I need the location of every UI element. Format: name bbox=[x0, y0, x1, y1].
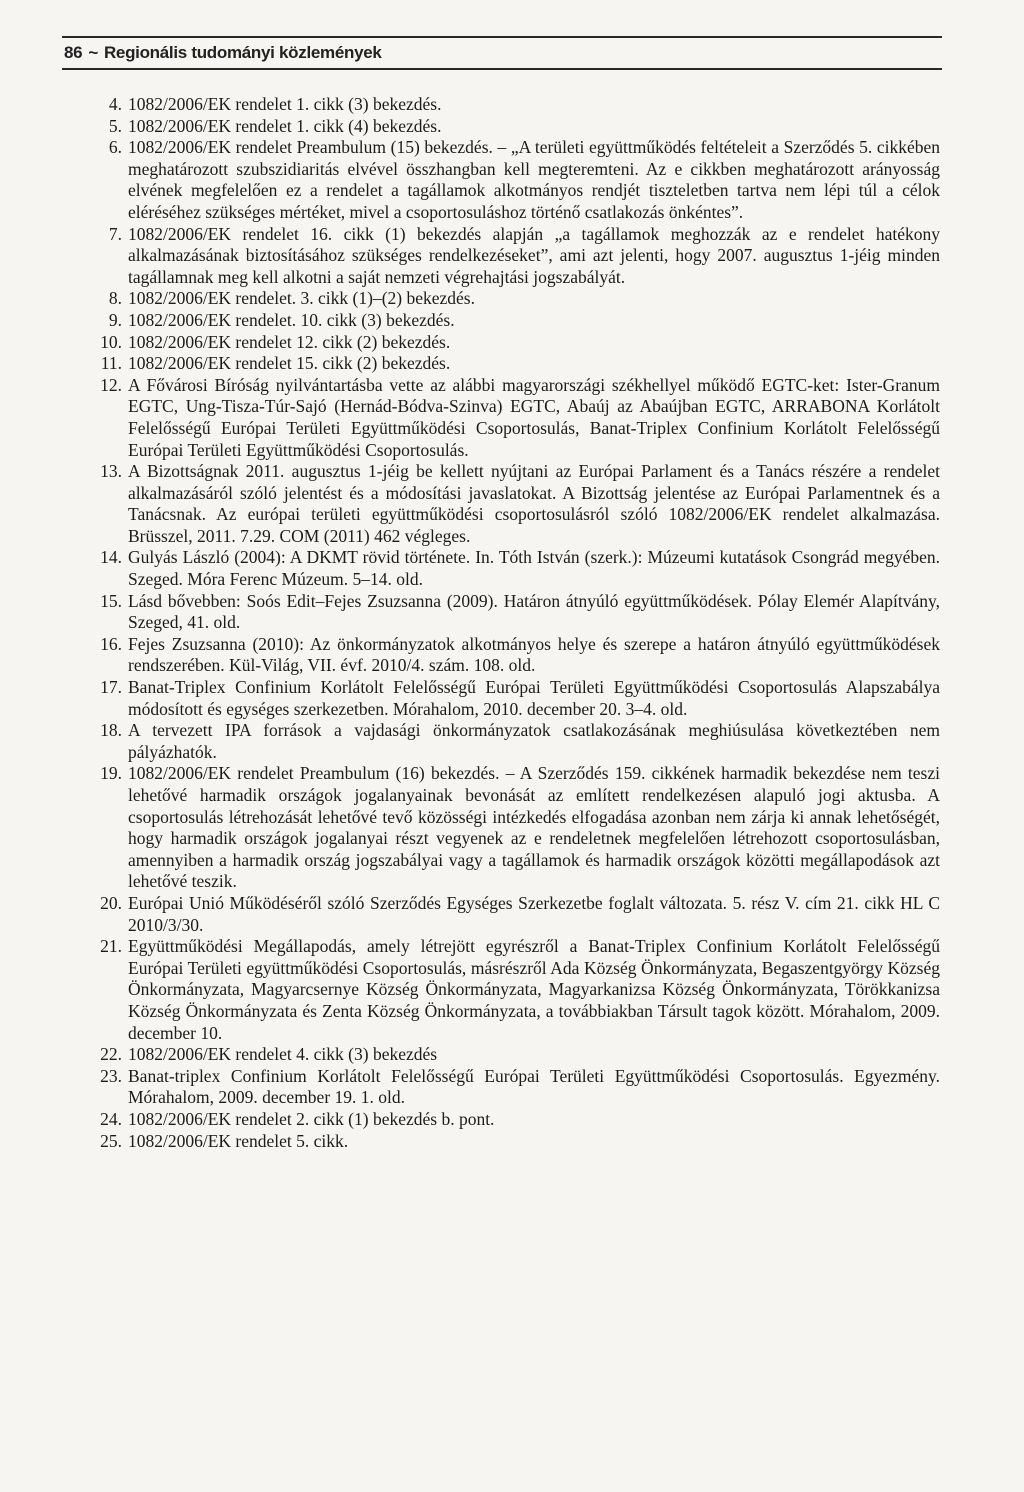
endnote-item bbox=[92, 591, 940, 634]
endnote-item bbox=[92, 763, 940, 893]
endnote-item bbox=[92, 893, 940, 936]
endnote-number: 6. bbox=[108, 137, 122, 158]
endnote-text: 1082/2006/EK rendelet 16. cikk (1) bekezdés alapján „a tagállamok meghozzák az e rendelet hatékony alkalmazásának biztosításához szükséges rendelkezéseket”, ami azt jelenti, hogy 2007. augusztus 1-jéig minden tagállamnak meg kell alkotni a saját nemzeti végrehajtási jogszabályát. bbox=[128, 223, 940, 287]
endnote-item bbox=[92, 461, 940, 547]
endnote-item bbox=[92, 1109, 940, 1131]
endnote-text: Lásd bővebben: Soós Edit–Fejes Zsuzsanna (2009). Határon átnyúló együttműködések. Pólay Elemér Alapítvány, Szeged, 41. old. bbox=[128, 590, 940, 633]
running-header bbox=[62, 36, 942, 70]
endnote-item bbox=[92, 1131, 940, 1153]
endnote-text: 1082/2006/EK rendelet 12. cikk (2) bekezdés. bbox=[128, 331, 451, 352]
endnote-number: 20. bbox=[100, 892, 122, 913]
endnote-item bbox=[92, 224, 940, 289]
endnote-text: 1082/2006/EK rendelet Preambulum (16) bekezdés. – A Szerződés 159. cikkének harmadik bekezdése nem teszi lehetővé harmadik országok jogalanyainak bevonását az említett rendelkezésen alapuló jogi aktusba. A csoportosulás létrehozását lehetővé tevő közösségi intézkedés elfogadása azonban nem zárja ki annak lehetőségét, hogy harmadik országok jogalanyai részt vegyenek az e rendeletnek megfelelően létrehozott csoportosulásban, amennyiben a harmadik ország jogszabályai vagy a tagállamok és harmadik országok közötti megállapodások azt lehetővé teszik. bbox=[128, 763, 940, 892]
endnote-item bbox=[92, 375, 940, 461]
endnote-number: 24. bbox=[100, 1108, 122, 1129]
endnote-number: 21. bbox=[100, 936, 122, 957]
endnote-number: 25. bbox=[100, 1130, 122, 1151]
endnote-text: 1082/2006/EK rendelet. 10. cikk (3) bekezdés. bbox=[128, 309, 455, 330]
endnote-number: 16. bbox=[100, 633, 122, 654]
endnote-item bbox=[92, 353, 940, 375]
endnote-number: 11. bbox=[100, 353, 122, 374]
header-separator: ~ bbox=[88, 43, 98, 62]
endnote-item bbox=[92, 1066, 940, 1109]
endnote-number: 7. bbox=[108, 223, 122, 244]
endnote-text: Fejes Zsuzsanna (2010): Az önkormányzatok alkotmányos helye és szerepe a határon átnyúló együttműködések rendszerében. Kül-Világ, VII. évf. 2010/4. szám. 108. old. bbox=[128, 633, 940, 676]
endnote-number: 5. bbox=[108, 115, 122, 136]
endnote-item bbox=[92, 634, 940, 677]
endnote-item bbox=[92, 677, 940, 720]
endnote-text: Európai Unió Működéséről szóló Szerződés Egységes Szerkezetbe foglalt változata. 5. rész V. cím 21. cikk HL C 2010/3/30. bbox=[128, 892, 940, 935]
endnote-text: 1082/2006/EK rendelet Preambulum (15) bekezdés. – „A területi együttműködés feltételeit a Szerződés 5. cikkében meghatározott szubszidiaritás elvével összhangban kell megteremteni. Az e cikkben meghatározott arányosság elvének megfelelően ez a rendelet a tagállamok alkotmányos rendjét tiszteletben tartva nem lépi túl a célok eléréséhez szükséges mértéket, mivel a csoportosuláshoz történő csatlakozás önkéntes”. bbox=[128, 137, 940, 222]
endnote-number: 14. bbox=[100, 547, 122, 568]
endnotes-list bbox=[92, 94, 940, 1152]
endnote-item bbox=[92, 332, 940, 354]
endnote-number: 8. bbox=[108, 288, 122, 309]
endnote-number: 15. bbox=[100, 590, 122, 611]
endnote-number: 23. bbox=[100, 1065, 122, 1086]
endnote-number: 22. bbox=[100, 1044, 122, 1065]
endnote-text: 1082/2006/EK rendelet 1. cikk (3) bekezdés. bbox=[128, 94, 442, 114]
endnote-text: A Fővárosi Bíróság nyilvántartásba vette az alábbi magyarországi székhellyel működő EGTC-ket: Ister-Granum EGTC, Ung-Tisza-Túr-Sajó (Hernád-Bódva-Szinva) EGTC, Abaúj az Abaújban EGTC, ARRABONA Korlátolt Felelősségű Európai Területi Együttműködési Csoportosulás, Banat-Triplex Confinium Korlátolt Felelősségű Európai Területi Együttműködési Csoportosulás. bbox=[128, 374, 940, 460]
journal-title: Regionális tudományi közlemények bbox=[103, 43, 382, 62]
endnote-text: 1082/2006/EK rendelet. 3. cikk (1)–(2) bekezdés. bbox=[128, 288, 475, 309]
endnote-text: Banat-triplex Confinium Korlátolt Felelősségű Európai Területi Együttműködési Csoportosulás. Egyezmény. Mórahalom, 2009. december 19. 1. old. bbox=[128, 1065, 940, 1108]
endnote-text: 1082/2006/EK rendelet 15. cikk (2) bekezdés. bbox=[128, 353, 451, 374]
endnote-text: A tervezett IPA források a vajdasági önkormányzatok csatlakozásának meghiúsulása következtében nem pályázhatók. bbox=[128, 720, 940, 762]
endnote-number: 4. bbox=[108, 94, 122, 114]
endnote-text: 1082/2006/EK rendelet 1. cikk (4) bekezdés. bbox=[128, 115, 442, 136]
endnote-text: A Bizottságnak 2011. augusztus 1-jéig be kellett nyújtani az Európai Parlament és a Tanács részére a rendelet alkalmazásáról szóló jelentést és a módosítási javaslatokat. A Bizottság jelentése az Európai Parlamentnek és a Tanácsnak. Az európai területi együttműködési csoportosulásról szóló 1082/2006/EK rendelet alkalmazása. Brüsszel, 2011. 7.29. COM (2011) 462 végleges. bbox=[128, 461, 940, 546]
endnote-text: 1082/2006/EK rendelet 5. cikk. bbox=[128, 1130, 349, 1151]
endnote-number: 9. bbox=[108, 309, 122, 330]
endnote-text: Banat-Triplex Confinium Korlátolt Felelősségű Európai Területi Együttműködési Csoportosulás Alapszabálya módosított és egységes szerkezetben. Mórahalom, 2010. december 20. 3–4. old. bbox=[128, 677, 940, 719]
endnote-item bbox=[92, 94, 940, 116]
endnote-item bbox=[92, 116, 940, 138]
endnote-item bbox=[92, 936, 940, 1044]
endnote-item bbox=[92, 310, 940, 332]
endnote-item bbox=[92, 720, 940, 763]
page-number: 86 bbox=[64, 43, 83, 62]
endnote-number: 17. bbox=[100, 677, 122, 698]
endnote-text: Gulyás László (2004): A DKMT rövid története. In. Tóth István (szerk.): Múzeumi kutatások Csongrád megyében. Szeged. Móra Ferenc Múzeum. 5–14. old. bbox=[128, 547, 940, 590]
endnote-item bbox=[92, 288, 940, 310]
endnote-item bbox=[92, 547, 940, 590]
endnote-number: 19. bbox=[100, 763, 122, 784]
endnote-number: 13. bbox=[100, 461, 122, 482]
endnote-item bbox=[92, 137, 940, 223]
endnote-number: 12. bbox=[100, 374, 122, 395]
endnote-text: 1082/2006/EK rendelet 4. cikk (3) bekezdés bbox=[128, 1044, 438, 1065]
endnote-text: 1082/2006/EK rendelet 2. cikk (1) bekezdés b. pont. bbox=[128, 1108, 495, 1129]
endnote-number: 10. bbox=[100, 331, 122, 352]
endnote-number: 18. bbox=[100, 720, 122, 741]
endnote-item bbox=[92, 1044, 940, 1066]
endnote-text: Együttműködési Megállapodás, amely létrejött egyrészről a Banat-Triplex Confinium Korlátolt Felelősségű Európai Területi együttműködési Csoportosulás, másrészről Ada Község Önkormányzata, Begaszentgyörgy Község Önkormányzata, Magyarcsernye Község Önkormányzata, Magyarkanizsa Község Önkormányzata, Törökkanizsa Község Önkormányzata és Zenta Község Önkormányzata, a továbbiakban Társult tagok között. Mórahalom, 2009. december 10. bbox=[128, 936, 940, 1043]
